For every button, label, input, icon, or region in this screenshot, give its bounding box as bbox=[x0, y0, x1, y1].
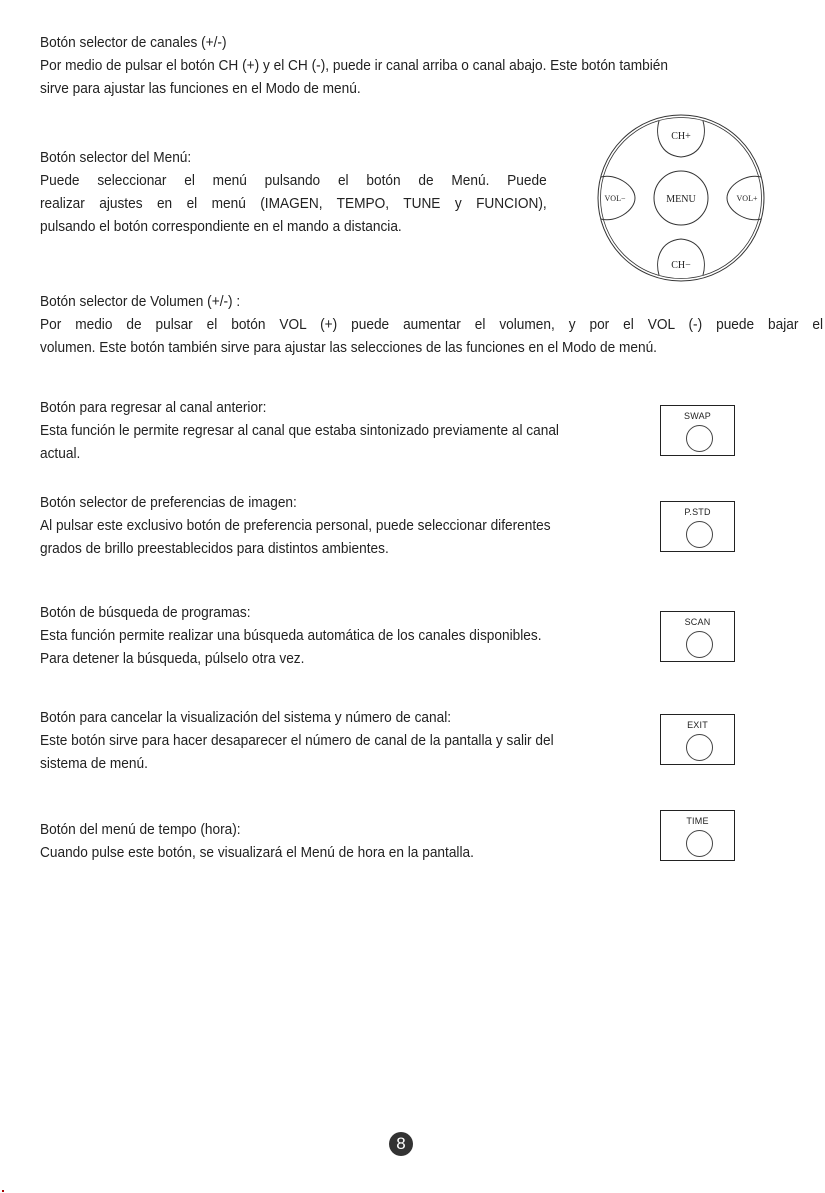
section-text-line: Al pulsar este exclusivo botón de preferencia personal, puede seleccionar diferentes bbox=[40, 517, 551, 534]
remote-dpad-illustration bbox=[595, 105, 767, 291]
ch-up-label: CH+ bbox=[671, 131, 691, 142]
section-text-line: Por medio de pulsar el botón VOL (+) puede aumentar el volumen, y por el VOL (-) puede bajar el bbox=[40, 316, 823, 333]
section-title: Botón de búsqueda de programas: bbox=[40, 604, 251, 621]
scan-artifact-dot bbox=[2, 1190, 4, 1192]
section-title: Botón del menú de tempo (hora): bbox=[40, 821, 241, 838]
scan-button-illustration bbox=[660, 611, 735, 662]
time-button-label: TIME bbox=[686, 816, 709, 826]
menu-key-label: MENU bbox=[666, 194, 696, 205]
section-title: Botón para cancelar la visualización del sistema y número de canal: bbox=[40, 709, 452, 726]
section-text-line: sirve para ajustar las funciones en el Modo de menú. bbox=[40, 80, 361, 97]
section-text-line: Esta función le permite regresar al canal que estaba sintonizado previamente al canal bbox=[40, 422, 559, 439]
section-text-line: Puede seleccionar el menú pulsando el botón de Menú. Puede bbox=[40, 172, 547, 189]
pstd-button-illustration bbox=[660, 501, 735, 552]
swap-button-label: SWAP bbox=[684, 411, 711, 421]
section-scan bbox=[40, 601, 639, 670]
section-time bbox=[40, 818, 639, 864]
section-text-line: Esta función permite realizar una búsqueda automática de los canales disponibles. bbox=[40, 627, 542, 644]
section-text-line: realizar ajustes en el menú (IMAGEN, TEMPO, TUNE y FUNCION), bbox=[40, 195, 547, 212]
section-title: Botón selector de Volumen (+/-) : bbox=[40, 293, 241, 310]
section-text-line: grados de brillo preestablecidos para distintos ambientes. bbox=[40, 540, 389, 557]
section-channel-selector bbox=[40, 31, 823, 100]
scan-button-circle bbox=[686, 631, 713, 658]
pstd-button-label: P.STD bbox=[684, 507, 711, 517]
section-title: Botón selector del Menú: bbox=[40, 149, 192, 166]
section-text-line: pulsando el botón correspondiente en el mando a distancia. bbox=[40, 218, 402, 235]
section-volume-selector bbox=[40, 290, 823, 359]
page-number-badge: 8 bbox=[389, 1132, 413, 1156]
section-title: Botón selector de preferencias de imagen: bbox=[40, 494, 297, 511]
section-title: Botón para regresar al canal anterior: bbox=[40, 399, 267, 416]
section-text-line: Por medio de pulsar el botón CH (+) y el CH (-), puede ir canal arriba o canal abajo. Este botón también bbox=[40, 57, 668, 74]
section-text-line: actual. bbox=[40, 445, 81, 462]
section-title: Botón selector de canales (+/-) bbox=[40, 34, 227, 51]
exit-button-circle bbox=[686, 734, 713, 761]
section-text-line: sistema de menú. bbox=[40, 755, 148, 772]
section-picture-standard bbox=[40, 491, 639, 560]
section-exit bbox=[40, 706, 639, 775]
scan-button-label: SCAN bbox=[684, 617, 711, 627]
time-button-illustration bbox=[660, 810, 735, 861]
swap-button-circle bbox=[686, 425, 713, 452]
section-menu-selector bbox=[40, 146, 547, 238]
section-text-line: Este botón sirve para hacer desaparecer el número de canal de la pantalla y salir del bbox=[40, 732, 554, 749]
section-text-line: volumen. Este botón también sirve para ajustar las selecciones de las funciones en el Modo de menú. bbox=[40, 339, 657, 356]
section-text-line: Para detener la búsqueda, púlselo otra vez. bbox=[40, 650, 305, 667]
section-text-line: Cuando pulse este botón, se visualizará el Menú de hora en la pantalla. bbox=[40, 844, 474, 861]
ch-down-label: CH− bbox=[671, 260, 691, 271]
exit-button-label: EXIT bbox=[687, 720, 708, 730]
time-button-circle bbox=[686, 830, 713, 857]
section-swap bbox=[40, 396, 639, 465]
exit-button-illustration bbox=[660, 714, 735, 765]
vol-up-label: VOL+ bbox=[736, 194, 758, 203]
vol-down-label: VOL− bbox=[604, 194, 626, 203]
pstd-button-circle bbox=[686, 521, 713, 548]
swap-button-illustration bbox=[660, 405, 735, 456]
